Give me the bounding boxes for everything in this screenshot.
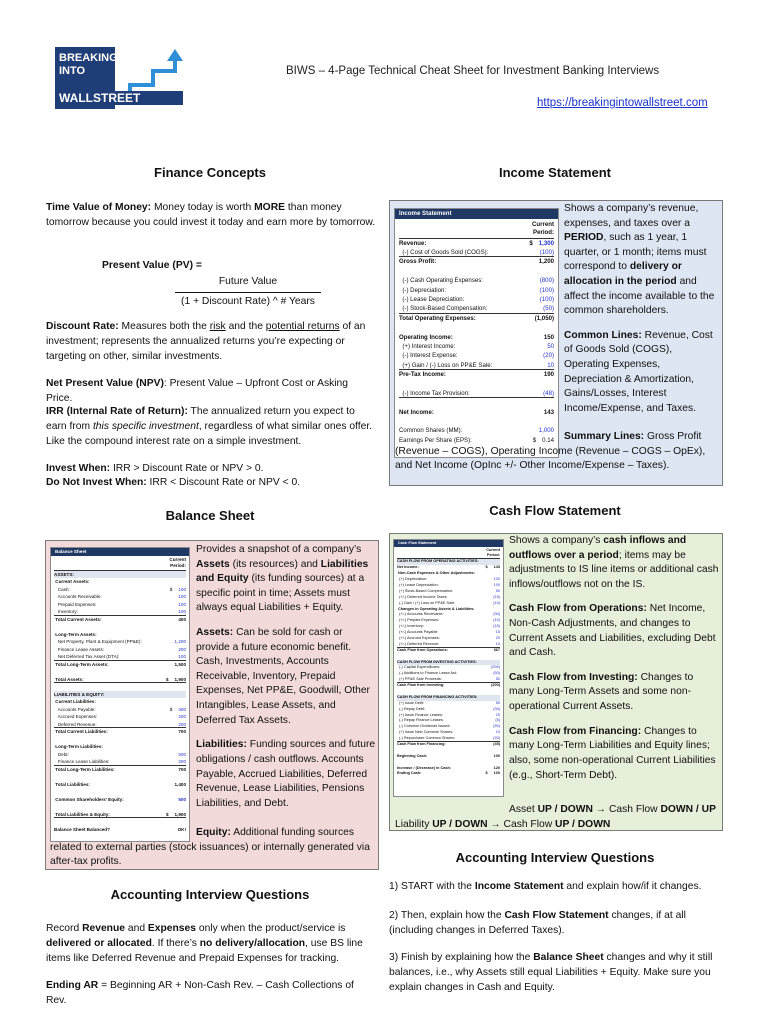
row-label: ASSETS: bbox=[54, 571, 74, 577]
row-value: (48) bbox=[543, 389, 554, 397]
table-row bbox=[54, 616, 186, 624]
balance-sheet-equity: Equity: Additional funding sources related to external parties (stock issuances) or internally generated via after-tax profits. bbox=[50, 827, 370, 868]
row-label: LIABILITIES & EQUITY: bbox=[54, 691, 105, 697]
row-value: 143 bbox=[543, 408, 554, 416]
row-label: Operating Income: bbox=[399, 333, 453, 341]
row-label: Current Assets: bbox=[54, 579, 90, 585]
row-value-cell bbox=[175, 638, 187, 646]
row-value-cell bbox=[539, 257, 554, 266]
table-row bbox=[54, 766, 186, 774]
table-row bbox=[54, 608, 186, 616]
row-label: (+) Interest Income: bbox=[399, 342, 456, 350]
row-value: 200 bbox=[178, 721, 186, 727]
row-value-cell bbox=[175, 661, 187, 669]
row-value: (100) bbox=[539, 286, 554, 294]
website-link[interactable]: https://breakingintowallstreet.com bbox=[537, 97, 708, 109]
section-title-balance: Balance Sheet bbox=[165, 508, 255, 523]
column-header: Current Period: bbox=[397, 548, 500, 559]
row-label: Total Liabilities & Equity: bbox=[54, 811, 110, 817]
row-value: 100 bbox=[493, 577, 500, 582]
row-value-cell bbox=[540, 276, 554, 285]
table-row bbox=[54, 631, 186, 639]
row-label: Total Assets: bbox=[54, 676, 84, 682]
table-row bbox=[54, 676, 186, 684]
row-currency: $ bbox=[165, 676, 169, 682]
row-value-cell bbox=[486, 565, 500, 571]
row-currency: $ bbox=[529, 239, 533, 247]
row-value: (50) bbox=[543, 305, 554, 313]
table-title: Cash Flow Statement bbox=[394, 540, 503, 547]
row-value: 1,500 bbox=[174, 661, 186, 667]
section-title-finance: Finance Concepts bbox=[154, 165, 266, 180]
row-value: (800) bbox=[539, 277, 554, 285]
row-value: 50 bbox=[495, 588, 500, 593]
irr-paragraph: IRR (Internal Rate of Return): The annualized return you expect to earn from this specific investment, regardless of what similar ones offer. Like the compound interest rate on a simple investment. bbox=[46, 406, 373, 447]
table-row bbox=[399, 276, 554, 285]
table-row bbox=[399, 408, 554, 417]
row-value: (20) bbox=[493, 736, 500, 741]
logo-line-1: BREAKING bbox=[59, 52, 118, 64]
row-label: Cash: bbox=[54, 586, 70, 592]
row-value-cell bbox=[540, 295, 554, 304]
row-label: CASH FLOW FROM OPERATING ACTIVITIES: bbox=[397, 559, 479, 564]
table-row bbox=[54, 728, 186, 736]
row-value-cell bbox=[166, 676, 186, 683]
row-label: (-) Gain / (+) Loss on PP&E Sale: bbox=[397, 600, 456, 605]
row-value: 100 bbox=[178, 609, 186, 615]
row-label: (-) Repay Finance Leases: bbox=[397, 718, 444, 723]
row-label: CASH FLOW FROM FINANCING ACTIVITIES: bbox=[397, 694, 478, 699]
table-row bbox=[54, 788, 186, 796]
row-label: Debt: bbox=[54, 751, 69, 757]
row-label: Net Property, Plant & Equipment (PP&E): bbox=[54, 639, 142, 645]
row-value-cell bbox=[529, 239, 554, 248]
row-value-cell bbox=[178, 713, 186, 721]
table-row bbox=[399, 323, 554, 332]
table-title: Income Statement bbox=[395, 209, 558, 219]
table-row bbox=[399, 314, 554, 323]
row-label: Total Current Assets: bbox=[54, 616, 102, 622]
column-header: Current Period: bbox=[399, 221, 554, 238]
row-value: (15) bbox=[493, 624, 500, 629]
row-value-cell bbox=[175, 781, 187, 789]
row-value-cell bbox=[543, 351, 554, 360]
table-row bbox=[399, 239, 554, 248]
row-value: 700 bbox=[178, 729, 186, 735]
row-value: 10 bbox=[495, 730, 500, 735]
row-value: 1,400 bbox=[174, 781, 186, 787]
row-value-cell bbox=[493, 742, 500, 748]
row-label: (-) Cash Operating Expenses: bbox=[399, 277, 483, 285]
cash-flow-rule: Asset UP / DOWN → Cash Flow DOWN / UP Liability UP / DOWN → Cash Flow UP / DOWN bbox=[395, 804, 716, 830]
row-value: (10) bbox=[493, 600, 500, 605]
row-label: (+) PP&E Sale Proceeds: bbox=[397, 677, 442, 682]
table-row bbox=[54, 811, 186, 819]
table-row bbox=[399, 342, 554, 351]
row-label: Common Shares (MM): bbox=[399, 427, 463, 435]
row-currency: $ bbox=[485, 565, 488, 570]
row-value-cell bbox=[547, 342, 554, 351]
row-label: Net Income: bbox=[397, 565, 419, 570]
row-value-cell bbox=[178, 751, 186, 759]
table-row bbox=[54, 773, 186, 781]
income-statement-summary: Summary Lines: Gross Profit (Revenue – COGS), Operating Income (Revenue – COGS – OpEx), and Net Income (OpInc +/- Other Income/Expense – Taxes). bbox=[395, 431, 706, 472]
row-value: 143 bbox=[493, 565, 500, 570]
row-label: (+/-) Inventory: bbox=[397, 624, 424, 629]
row-label: (-) Stock-Based Compensation: bbox=[399, 305, 488, 313]
row-label: Accounts Receivable: bbox=[54, 594, 102, 600]
row-value: (200) bbox=[491, 683, 500, 688]
row-value: 15 bbox=[495, 630, 500, 635]
row-value: (1,050) bbox=[534, 314, 554, 322]
row-value-cell bbox=[178, 728, 186, 736]
row-label: (+) Gain / (-) Loss on PP&E Sale: bbox=[399, 361, 493, 369]
row-label: Net Income: bbox=[399, 408, 434, 416]
row-label: Net Deferred Tax Asset (DTA): bbox=[54, 654, 120, 660]
row-value: 100 bbox=[178, 586, 186, 592]
row-value-cell bbox=[178, 593, 186, 601]
row-label: Gross Profit: bbox=[399, 258, 437, 266]
row-value-cell bbox=[178, 646, 186, 654]
row-value: (200) bbox=[491, 665, 500, 670]
accounting-step-2: 2) Then, explain how the Cash Flow Statement changes, if at all (including changes in Deferred Taxes). bbox=[389, 910, 686, 936]
row-value-cell bbox=[178, 796, 186, 804]
row-label: Deferred Revenue: bbox=[54, 721, 97, 727]
row-value-cell bbox=[486, 771, 500, 777]
row-label: (+/-) Accounts Payable: bbox=[397, 630, 439, 635]
row-label: (+) Depreciation: bbox=[397, 577, 428, 582]
table-row bbox=[54, 698, 186, 706]
row-value: (20) bbox=[543, 352, 554, 360]
row-value-cell bbox=[170, 706, 186, 714]
table-row bbox=[54, 653, 186, 661]
row-value: 200 bbox=[178, 759, 186, 765]
row-value-cell bbox=[178, 758, 186, 765]
row-value-cell bbox=[544, 370, 554, 379]
row-label: (-) Common Dividends Issued: bbox=[397, 724, 451, 729]
row-label: (+) Issue Debt: bbox=[397, 700, 425, 705]
discount-rate-paragraph: Discount Rate: Measures both the risk and the potential returns of an investment; represents the annualized returns you’re expecting or targeting on other, similar investments. bbox=[46, 321, 366, 362]
row-label: Increase / (Decrease) in Cash: bbox=[397, 765, 452, 770]
row-label: Long-Term Assets: bbox=[54, 631, 97, 637]
row-label: (-) Additions to Finance Lease Ast: bbox=[397, 671, 457, 676]
table-row bbox=[54, 758, 186, 766]
accounting-step-1: 1) START with the Income Statement and explain how/if it changes. bbox=[389, 881, 702, 892]
table-row bbox=[54, 683, 186, 691]
table-row bbox=[54, 661, 186, 669]
table-row bbox=[54, 571, 186, 579]
table-row bbox=[399, 333, 554, 342]
tvm-paragraph: Time Value of Money: Money today is worth MORE than money tomorrow because you could invest it today and earn more by tomorrow. bbox=[46, 202, 376, 228]
row-label: Common Shareholders' Equity: bbox=[54, 796, 124, 802]
row-label: Beginning Cash: bbox=[397, 753, 428, 758]
table-row bbox=[54, 586, 186, 594]
table-row bbox=[399, 257, 554, 266]
section-title-accounting-left: Accounting Interview Questions bbox=[110, 887, 310, 902]
row-value: 20 bbox=[495, 712, 500, 717]
pv-denominator: (1 + Discount Rate) ^ # Years bbox=[181, 295, 315, 307]
table-row bbox=[54, 601, 186, 609]
accounting-revenue-paragraph: Record Revenue and Expenses only when the product/service is delivered or allocated. If there’s no delivery/allocation, use BS line items like Deferred Revenue and Prepaid Expenses for tracking. bbox=[46, 923, 363, 964]
logo-line-2: INTO bbox=[59, 65, 86, 77]
row-label: Inventory: bbox=[54, 609, 79, 615]
table-row bbox=[399, 248, 554, 257]
table-row bbox=[54, 751, 186, 759]
row-value: 100 bbox=[178, 601, 186, 607]
do-not-invest-when: Do Not Invest When: IRR < Discount Rate or NPV < 0. bbox=[46, 477, 301, 488]
row-value: 100 bbox=[493, 771, 500, 776]
row-value: 1,900 bbox=[174, 676, 186, 682]
row-value-cell bbox=[170, 586, 186, 594]
row-value: 50 bbox=[495, 677, 500, 682]
row-label: (+) Issue New Common Shares: bbox=[397, 730, 454, 735]
row-value-cell bbox=[540, 286, 554, 295]
row-value: 100 bbox=[178, 594, 186, 600]
row-currency: $ bbox=[485, 771, 488, 776]
row-value: 200 bbox=[178, 646, 186, 652]
row-value: 190 bbox=[543, 371, 554, 379]
table-row bbox=[399, 389, 554, 398]
cash-flow-table bbox=[393, 539, 504, 797]
row-label: (+) Lease Depreciation: bbox=[397, 582, 439, 587]
row-label: Total Long-Term Liabilities: bbox=[54, 766, 115, 772]
row-label: (+/-) Deferred Income Taxes: bbox=[397, 594, 448, 599]
row-value: 500 bbox=[178, 796, 186, 802]
section-title-accounting-right: Accounting Interview Questions bbox=[455, 850, 655, 865]
table-row bbox=[54, 593, 186, 601]
row-value: 120 bbox=[493, 765, 500, 770]
row-value-cell bbox=[496, 642, 500, 647]
logo-line-3: WALLSTREET bbox=[59, 91, 141, 105]
row-label: (+) Stock-Based Compensation: bbox=[397, 588, 454, 593]
row-label: Prepaid Expenses: bbox=[54, 601, 97, 607]
row-value-cell bbox=[166, 811, 186, 818]
table-row bbox=[399, 370, 554, 379]
npv-paragraph: Net Present Value (NPV): Present Value – Upfront Cost or Asking Price. bbox=[46, 378, 348, 404]
row-value: OK! bbox=[177, 826, 186, 832]
row-value: 100 bbox=[493, 753, 500, 758]
row-value: (100) bbox=[539, 249, 554, 257]
row-value: 500 bbox=[178, 751, 186, 757]
row-value-cell bbox=[540, 248, 554, 256]
row-label: (-) Income Tax Provision: bbox=[399, 389, 470, 397]
row-currency: $ bbox=[165, 811, 169, 817]
row-label: Current Liabilities: bbox=[54, 699, 96, 705]
row-value: (100) bbox=[539, 296, 554, 303]
row-label: (-) Interest Expense: bbox=[399, 352, 458, 360]
row-value-cell bbox=[494, 754, 500, 760]
table-row bbox=[399, 267, 554, 276]
pv-formula bbox=[175, 275, 321, 310]
table-row bbox=[54, 781, 186, 789]
row-label: Cash Flow from Investing: bbox=[397, 683, 445, 688]
table-body bbox=[394, 547, 503, 778]
balance-sheet-table bbox=[50, 547, 190, 842]
row-value: 10 bbox=[495, 641, 500, 646]
row-value: 700 bbox=[178, 766, 186, 772]
table-row bbox=[54, 638, 186, 646]
row-label: Accounts Payable: bbox=[54, 706, 96, 712]
accounting-step-3: 3) Finish by explaining how the Balance Sheet changes and why it still balances, i.e., why Assets still equal Liabilities + Equity. Make sure you explain changes in Cash and Equity. bbox=[389, 952, 713, 993]
cash-flow-description: Shows a company’s cash inflows and outflows over a period; items may be adjustments to IS line items or additional cash inflows/outflows not on the IS. Cash Flow from Operations: Net Income, Non-Cash Adjustments, and changes to Current Assets and Liabilities, excluding Debt and Cash. Cash Flow from Investing: Changes to many Long-Term Assets and some non-operational Current Assets. Cash Flow from Financing: Changes to many Long-Term Liabilities and Equity lines; also, some non-operational Current Liabilities (e.g., Short-Term Debt). bbox=[509, 535, 719, 781]
document-title: BIWS – 4-Page Technical Cheat Sheet for Investment Banking Interviews bbox=[286, 65, 660, 77]
table-row bbox=[54, 646, 186, 654]
row-value: (50) bbox=[493, 671, 500, 676]
row-value-cell bbox=[178, 601, 186, 609]
row-value: 1,200 bbox=[174, 639, 186, 645]
row-label: (-) Capital Expenditures: bbox=[397, 665, 441, 670]
row-value: 1,900 bbox=[174, 811, 186, 817]
row-value: (45) bbox=[493, 741, 500, 746]
row-value-cell bbox=[178, 721, 186, 728]
table-row bbox=[399, 304, 554, 313]
table-row bbox=[54, 721, 186, 729]
table-row bbox=[399, 417, 554, 426]
row-value: (50) bbox=[493, 724, 500, 729]
row-value: 367 bbox=[493, 647, 500, 652]
table-row bbox=[54, 578, 186, 586]
table-row bbox=[54, 796, 186, 804]
row-value-cell bbox=[535, 314, 554, 323]
row-label: (-) Repurchase Common Shares: bbox=[397, 736, 456, 741]
row-label: Pre-Tax Income: bbox=[399, 371, 446, 379]
row-currency: $ bbox=[532, 436, 537, 444]
row-value: 50 bbox=[547, 342, 554, 350]
row-value: 20 bbox=[495, 635, 500, 640]
table-row bbox=[54, 803, 186, 811]
row-label: Accrued Expenses: bbox=[54, 714, 98, 720]
row-value-cell bbox=[493, 736, 500, 741]
row-value: 200 bbox=[178, 714, 186, 720]
row-value-cell bbox=[178, 616, 186, 624]
row-value: 300 bbox=[178, 706, 186, 712]
row-value-cell bbox=[178, 766, 186, 774]
row-label: (-) Depreciation: bbox=[399, 286, 447, 294]
row-label: (+/-) Deferred Revenue: bbox=[397, 641, 440, 646]
row-value-cell bbox=[494, 648, 500, 654]
row-label: Ending Cash: bbox=[397, 771, 422, 776]
table-row bbox=[399, 380, 554, 389]
row-value-cell bbox=[544, 408, 554, 417]
row-value: (5) bbox=[495, 718, 500, 723]
row-value: 0.14 bbox=[542, 436, 554, 444]
invest-when: Invest When: IRR > Discount Rate or NPV > 0. bbox=[46, 463, 264, 474]
row-label: (+) Issue Finance Leases: bbox=[397, 712, 443, 717]
pv-label: Present Value (PV) = bbox=[102, 260, 202, 271]
row-value-cell bbox=[493, 601, 500, 607]
income-statement-table bbox=[394, 208, 559, 458]
row-value: 1,000 bbox=[538, 427, 554, 435]
biws-logo bbox=[55, 47, 185, 109]
table-row bbox=[54, 691, 186, 699]
table-row bbox=[399, 361, 554, 370]
row-value-cell bbox=[547, 361, 554, 369]
row-value: (10) bbox=[493, 618, 500, 623]
row-value: 100 bbox=[493, 582, 500, 587]
row-value: 400 bbox=[178, 616, 186, 622]
table-row bbox=[399, 286, 554, 295]
row-label: Revenue: bbox=[399, 239, 427, 247]
row-label: (+/-) Accrued Expenses: bbox=[397, 635, 440, 640]
row-label: Total Liabilities: bbox=[54, 781, 90, 787]
row-label: Balance Sheet Balanced? bbox=[54, 826, 110, 832]
row-label: (-) Repay Debt: bbox=[397, 706, 426, 711]
row-label: Total Operating Expenses: bbox=[399, 314, 476, 322]
row-value: (15) bbox=[493, 594, 500, 599]
row-value-cell bbox=[544, 333, 554, 342]
row-value: (30) bbox=[493, 706, 500, 711]
table-row bbox=[54, 623, 186, 631]
table-row bbox=[54, 713, 186, 721]
row-label: Changes in Operating Assets & Liabilities: bbox=[397, 606, 475, 611]
pv-numerator: Future Value bbox=[175, 275, 321, 293]
balance-sheet-description: Provides a snapshot of a company’s Assets (its resources) and Liabilities and Equity (its funding sources) at a specific point in time; Assets must always equal Liabilities + Equity. Assets: Can be sold for cash or provide a future economic benefit. Cash, Investments, Accounts Receivable, Inventory, Prepaid Expenses, Net PP&E, Goodwill, Other Intangibles, Lease Assets, and Deferred Tax Assets. Liabilities: Funding sources and future obligations / cash outflows. Accounts Payable, Accrued Liabilities, Deferred Revenue, Lease Liabilities, Pensions Liabilities, and Debt. bbox=[196, 544, 376, 809]
income-statement-description: Shows a company’s revenue, expenses, and taxes over a PERIOD, such as 1 year, 1 quarter, or 1 month; items must correspond to delivery or allocation in the period and affect the income available to the common shareholders. Common Lines: Revenue, Cost of Goods Sold (COGS), Operating Expenses, Depreciation & Amortization, Gains/Losses, Interest Income/Expense, and Taxes. bbox=[564, 203, 715, 414]
row-label: Cash Flow from Operations: bbox=[397, 647, 448, 652]
ending-ar-formula: Ending AR = Beginning AR + Non-Cash Rev. – Cash Collections of Rev. bbox=[46, 980, 354, 1006]
table-body bbox=[51, 556, 189, 834]
table-body bbox=[395, 219, 558, 447]
row-value: 50 bbox=[495, 700, 500, 705]
table-row bbox=[54, 668, 186, 676]
table-row bbox=[54, 736, 186, 744]
row-label: (-) Lease Depreciation: bbox=[399, 296, 465, 303]
row-label: Finance Lease Assets: bbox=[54, 646, 105, 652]
row-label: Long-Term Liabilities: bbox=[54, 744, 103, 750]
table-row bbox=[399, 398, 554, 407]
row-label: Finance Lease Liabilities: bbox=[54, 759, 110, 765]
row-value-cell bbox=[496, 677, 500, 682]
row-value: (30) bbox=[493, 612, 500, 617]
row-value-cell bbox=[543, 304, 554, 312]
row-value-cell bbox=[178, 608, 186, 615]
row-label: (+/-) Prepaid Expenses: bbox=[397, 618, 440, 623]
section-title-income: Income Statement bbox=[499, 165, 611, 180]
row-label: Cash Flow from Financing: bbox=[397, 741, 446, 746]
row-value: 150 bbox=[543, 333, 554, 341]
row-value-cell bbox=[543, 389, 554, 397]
row-label: Total Long-Term Assets: bbox=[54, 661, 109, 667]
row-value: 1,200 bbox=[538, 258, 554, 266]
section-title-cashflow: Cash Flow Statement bbox=[489, 503, 621, 518]
table-row bbox=[399, 295, 554, 304]
row-value-cell bbox=[491, 683, 500, 689]
row-label: (+/-) Accounts Receivable: bbox=[397, 612, 444, 617]
table-title: Balance Sheet bbox=[51, 548, 189, 556]
row-label: Earnings Per Share (EPS): bbox=[399, 436, 472, 444]
table-row bbox=[54, 706, 186, 714]
table-row bbox=[54, 743, 186, 751]
row-value: 1,300 bbox=[538, 239, 554, 247]
row-value: 10 bbox=[547, 361, 554, 369]
row-label: Non-Cash Expenses & Other Adjustments: bbox=[397, 571, 475, 576]
table-row bbox=[397, 771, 500, 777]
table-row bbox=[399, 351, 554, 360]
row-currency: $ bbox=[169, 586, 173, 592]
row-label: CASH FLOW FROM INVESTING ACTIVITIES: bbox=[397, 659, 477, 664]
row-label: (-) Cost of Goods Sold (COGS): bbox=[399, 249, 489, 257]
column-header: Current Period: bbox=[54, 557, 186, 570]
row-currency: $ bbox=[169, 706, 173, 712]
row-label: Total Current Liabilities: bbox=[54, 729, 108, 735]
row-value: 100 bbox=[178, 654, 186, 660]
table-row bbox=[54, 818, 186, 826]
row-value-cell bbox=[178, 653, 186, 660]
